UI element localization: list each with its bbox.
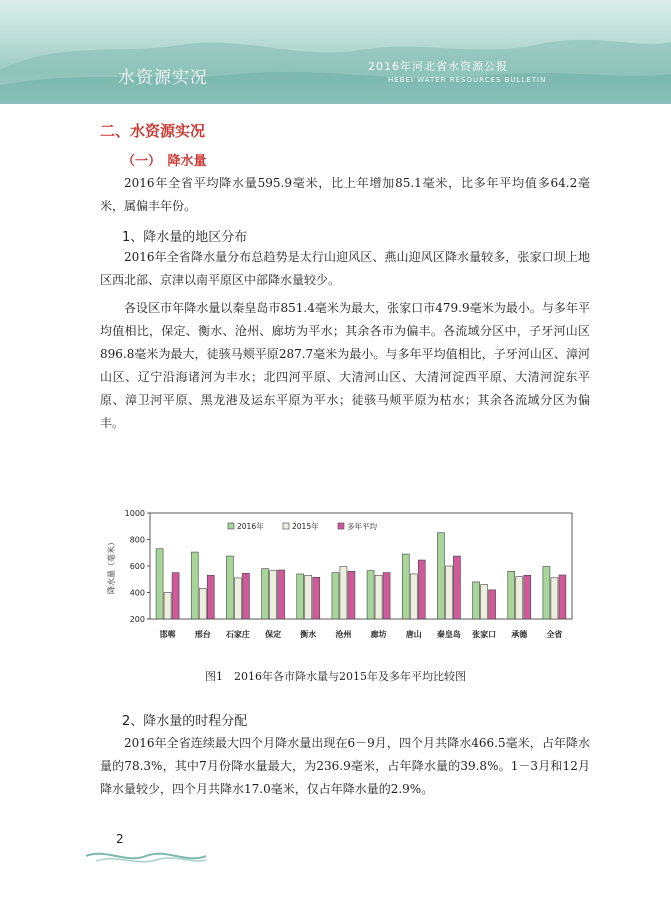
y-tick-label: 200 bbox=[129, 615, 145, 624]
y-tick-label: 400 bbox=[129, 588, 145, 598]
subsection-heading: （一） 降水量 bbox=[122, 154, 207, 169]
legend-swatch bbox=[228, 523, 234, 529]
y-tick-label: 1000 bbox=[124, 509, 145, 518]
header-banner bbox=[0, 0, 671, 104]
x-tick-label: 衡水 bbox=[300, 630, 317, 639]
bar bbox=[270, 571, 277, 619]
bar bbox=[278, 570, 285, 619]
bar bbox=[410, 574, 417, 619]
bar bbox=[164, 593, 171, 620]
footer-wave-icon bbox=[86, 846, 206, 866]
bar bbox=[375, 575, 382, 619]
bar bbox=[199, 589, 206, 619]
x-tick-label: 石家庄 bbox=[225, 630, 250, 639]
bar bbox=[559, 575, 566, 619]
bar bbox=[332, 573, 339, 619]
bar bbox=[551, 578, 558, 619]
paragraph-2: 2016年全省降水量分布总趋势是太行山迎风区、燕山迎风区降水量较多，张家口坝上地区西北部、京津以南平原区中部降水量较少。 bbox=[100, 250, 590, 287]
x-tick-label: 邯郸 bbox=[159, 630, 176, 639]
bar bbox=[453, 556, 460, 619]
bar bbox=[481, 585, 488, 619]
banner-landscape bbox=[0, 0, 671, 104]
legend-label: 2016年 bbox=[237, 522, 264, 531]
bar bbox=[262, 569, 269, 619]
section-heading: 二、水资源实况 bbox=[100, 122, 206, 140]
header-bulletin-en: HEBEI WATER RESOURCES BULLETIN bbox=[388, 76, 547, 84]
bar bbox=[516, 577, 523, 619]
bar bbox=[234, 578, 241, 619]
page-number: 2 bbox=[116, 832, 124, 846]
bar bbox=[156, 549, 163, 619]
rainfall-chart-svg bbox=[100, 505, 580, 655]
bar bbox=[445, 566, 452, 619]
header-section-title: 水资源实况 bbox=[118, 68, 208, 88]
bar bbox=[543, 567, 550, 619]
x-tick-label: 唐山 bbox=[405, 630, 422, 639]
header-bulletin-title: 2016年河北省水资源公报 bbox=[368, 60, 508, 73]
x-tick-label: 张家口 bbox=[472, 630, 497, 639]
paragraph-3: 各设区市年降水量以秦皇岛市851.4毫米为最大，张家口市479.9毫米为最小。与多年平均值相比，保定、衡水、沧州、廊坊为平水；其余各市为偏丰。各流域分区中，子牙河山区896.8毫米为最大，徒骇马颊平原287.7毫米为最小。与多年平均值相比，子牙河山区、漳河山区、辽宁沿海诸河为丰水；北四河平原、大清河山区、大清河淀西平原、大清河淀东平原、漳卫河平原、黑龙港及运东平原为平水；徒骇马颊平原为枯水；其余各流域分区为偏丰。 bbox=[100, 301, 590, 430]
x-tick-label: 廊坊 bbox=[370, 630, 387, 639]
y-tick-label: 800 bbox=[129, 535, 145, 545]
bar bbox=[383, 573, 390, 619]
heading-regional-distribution: 1、降水量的地区分布 bbox=[122, 230, 248, 245]
bar bbox=[313, 577, 320, 619]
bar bbox=[402, 554, 409, 619]
bar bbox=[524, 575, 531, 619]
bar bbox=[340, 567, 347, 619]
legend-label: 多年平均 bbox=[347, 522, 377, 531]
bar bbox=[207, 575, 214, 619]
rainfall-chart bbox=[100, 505, 580, 655]
legend-swatch bbox=[338, 523, 344, 529]
bar bbox=[367, 571, 374, 619]
legend-label: 2015年 bbox=[292, 522, 319, 531]
bar bbox=[191, 552, 198, 619]
x-tick-label: 沧州 bbox=[335, 630, 352, 639]
bar bbox=[473, 582, 480, 619]
y-axis-label: 降水量（毫米） bbox=[107, 538, 116, 594]
bar bbox=[437, 533, 444, 619]
x-tick-label: 全省 bbox=[546, 630, 563, 639]
bar bbox=[508, 571, 515, 619]
x-tick-label: 保定 bbox=[265, 630, 282, 639]
bar bbox=[172, 573, 179, 619]
bar bbox=[242, 573, 249, 619]
legend-swatch bbox=[283, 523, 289, 529]
paragraph-4: 2016年全省连续最大四个月降水量出现在6－9月，四个月共降水466.5毫米，占年降水量的78.3%，其中7月份降水量最大，为236.9毫米，占年降水量的39.8%。1－3月和12月降水量较少，四个月共降水17.0毫米，仅占年降水量的2.9%。 bbox=[100, 736, 590, 796]
bar bbox=[348, 571, 355, 619]
x-tick-label: 邢台 bbox=[194, 630, 211, 639]
bar bbox=[305, 575, 312, 619]
heading-temporal-distribution: 2、降水量的时程分配 bbox=[122, 714, 248, 729]
x-tick-label: 承德 bbox=[511, 630, 528, 639]
y-tick-label: 600 bbox=[129, 562, 145, 571]
bar bbox=[489, 590, 496, 619]
bar bbox=[418, 560, 425, 619]
bar bbox=[226, 556, 233, 619]
figure-caption: 图1 2016年各市降水量与2015年及多年平均比较图 bbox=[205, 670, 466, 683]
paragraph-1: 2016年全省平均降水量595.9毫米，比上年增加85.1毫米，比多年平均值多64.2毫米，属偏丰年份。 bbox=[100, 176, 590, 213]
x-tick-label: 秦皇岛 bbox=[436, 630, 461, 639]
bar bbox=[297, 574, 304, 619]
